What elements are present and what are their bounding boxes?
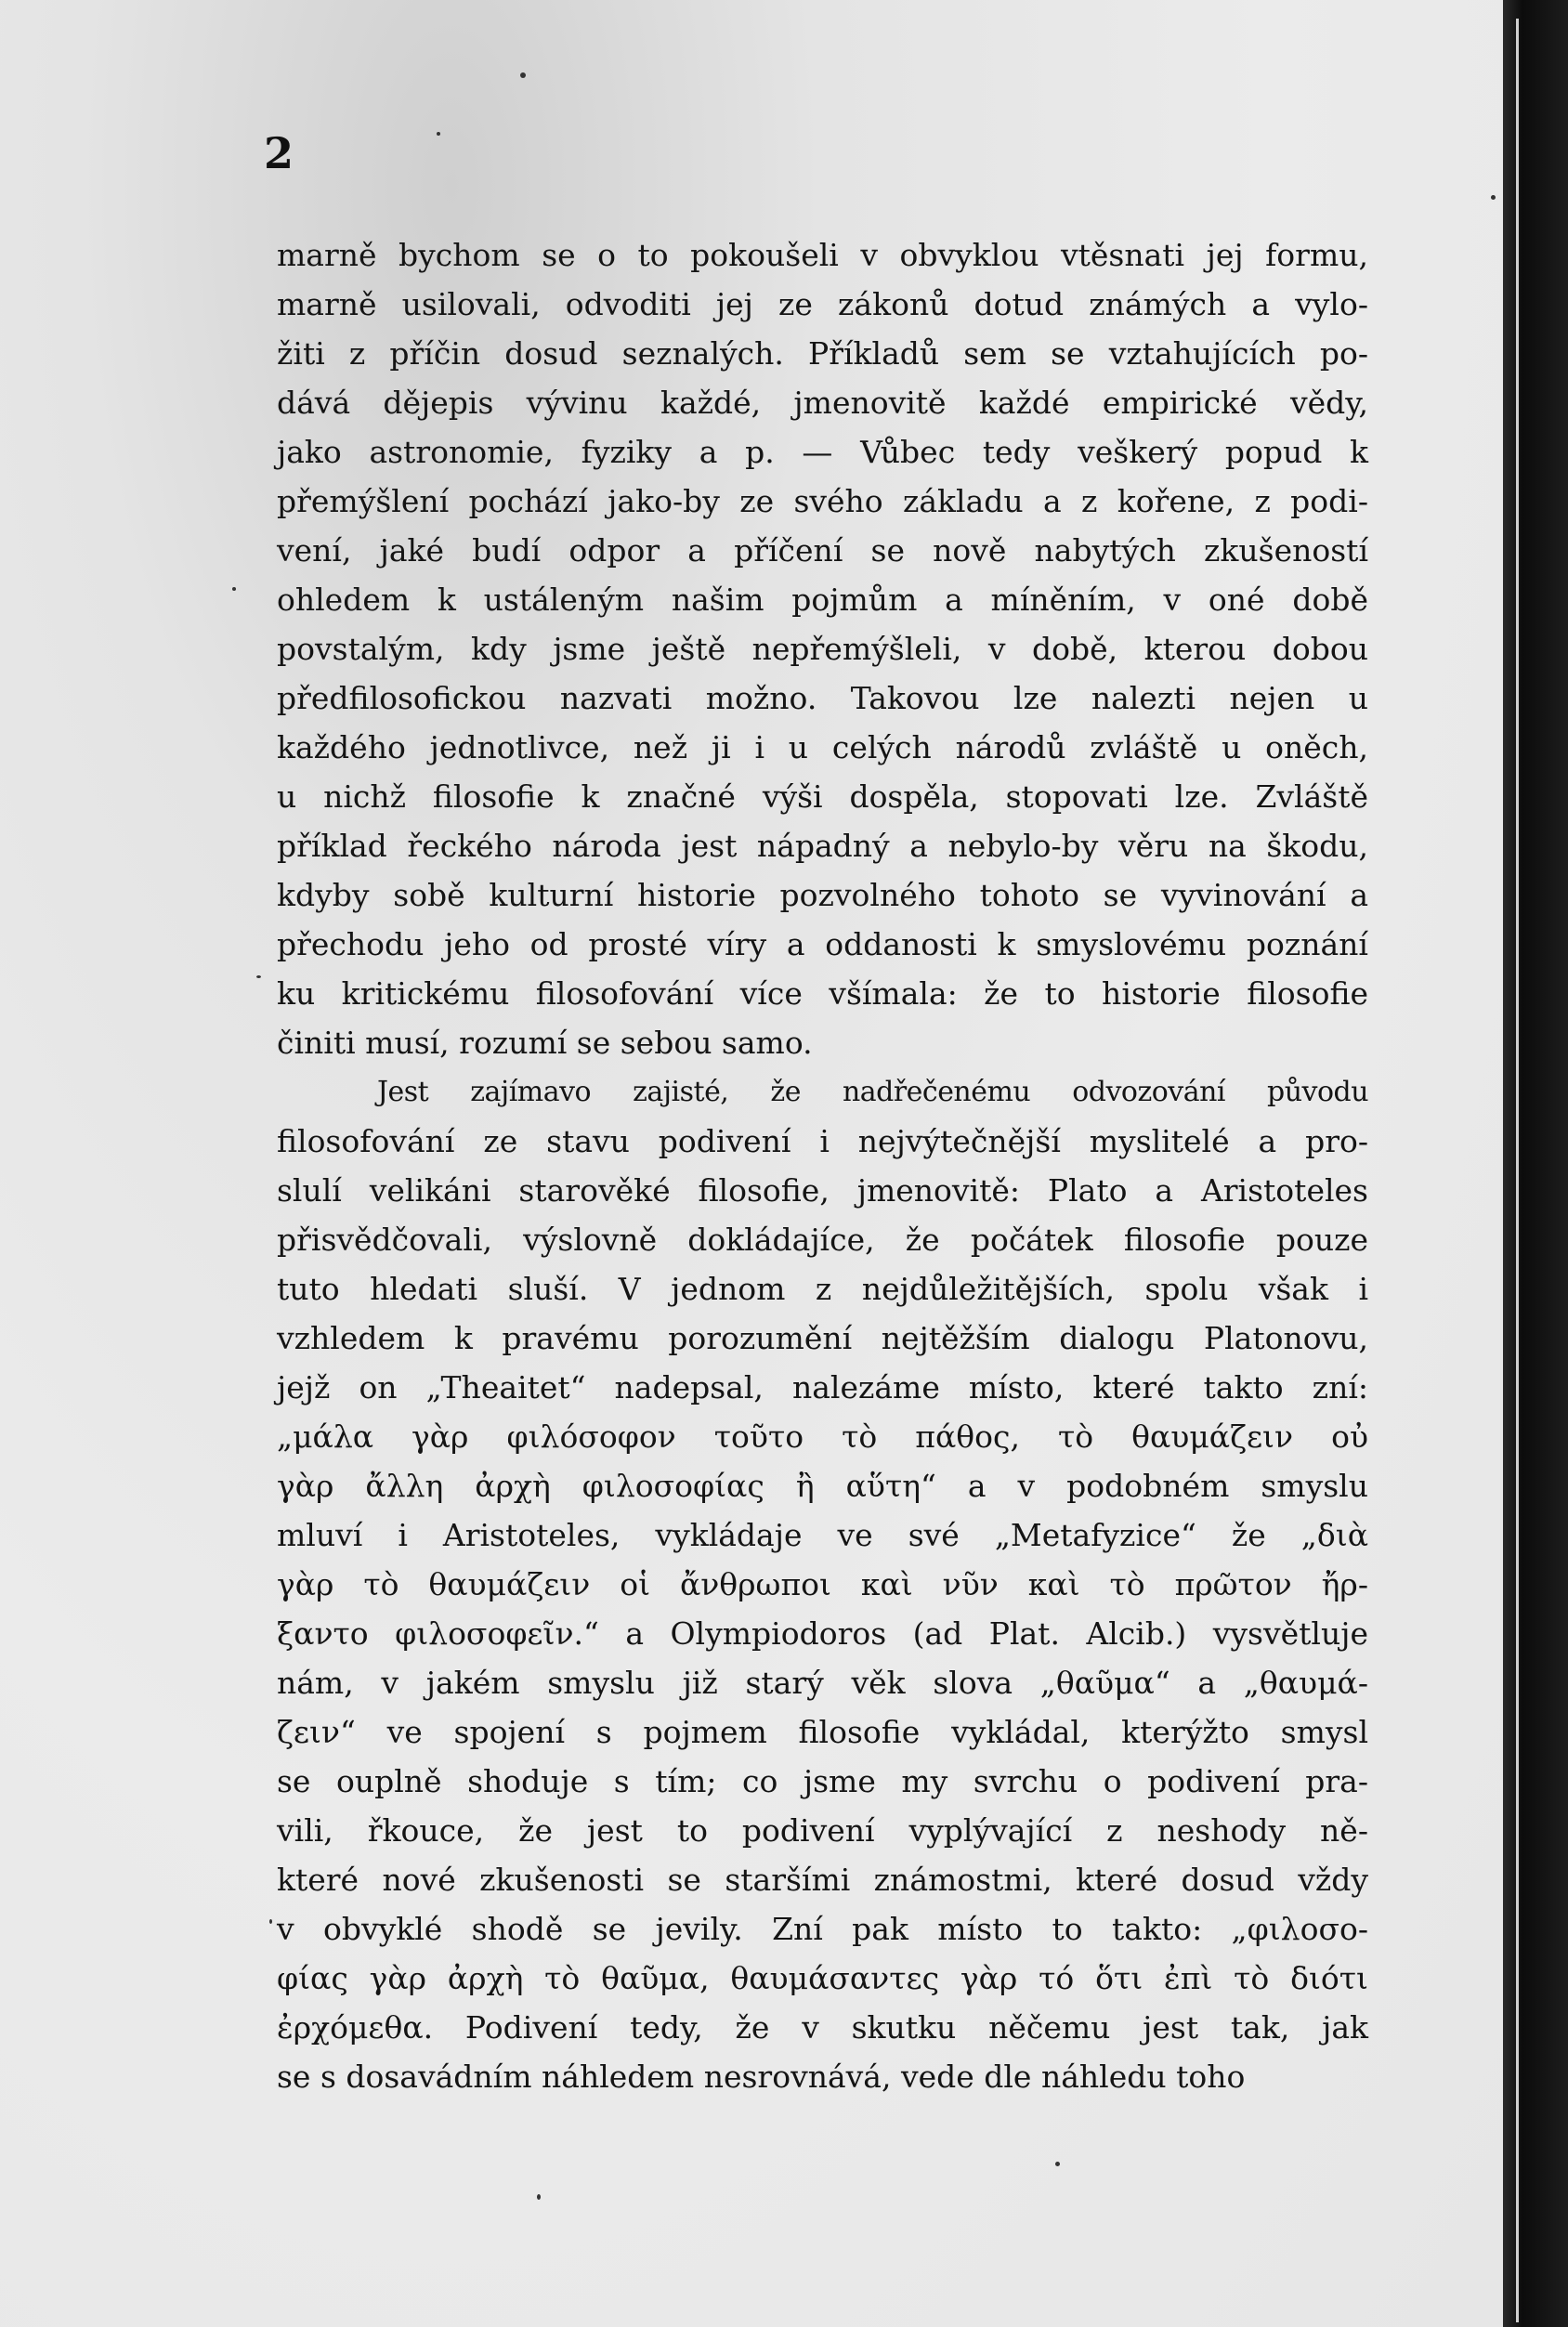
text-line: ohledem k ustáleným našim pojmům a míněním, v oné době (277, 582, 1368, 618)
text-line: nám, v jakém smyslu již starý věk slova „θαῦμα“ a „θαυμά- (277, 1665, 1368, 1701)
text-line: marně bychom se o to pokoušeli v obvyklou vtěsnati jej formu, (277, 237, 1368, 273)
text-line: φίας γὰρ ἀρχὴ τὸ θαῦμα, θαυμάσαντες γὰρ τό ὅτι ἐπὶ τὸ διότι (277, 1960, 1368, 1996)
text-line: ἐρχόμεθα. Podivení tedy, že v skutku něčemu jest tak, jak (277, 2009, 1368, 2046)
text-line: Jest zajímavo zajisté, že nadřečenému odvozování původu (377, 1076, 1368, 1108)
page-gutter-edge (1503, 0, 1568, 2327)
text-line: ku kritickému filosofování více všímala: že to historie filosofie (277, 975, 1368, 1012)
body-text (277, 230, 1368, 2101)
text-line: činiti musí, rozumí se sebou samo. (277, 1025, 813, 1061)
text-line: dává dějepis vývinu každé, jmenovitě každé empirické vědy, (277, 385, 1368, 421)
text-line: vili, řkouce, že jest to podivení vyplývající z neshody ně- (277, 1812, 1368, 1849)
paragraph-2 (277, 1067, 1368, 2101)
text-line: filosofování ze stavu podivení i nejvýtečnější myslitelé a pro- (277, 1123, 1368, 1159)
text-line: vzhledem k pravému porozumění nejtěžším dialogu Platonovu, (277, 1320, 1368, 1356)
text-line: povstalým, kdy jsme ještě nepřemýšleli, v době, kterou dobou (277, 631, 1368, 667)
text-line: každého jednotlivce, než ji i u celých národů zvláště u oněch, (277, 729, 1368, 765)
page-number: 2 (264, 128, 294, 178)
text-line: tuto hledati sluší. V jednom z nejdůležitějších, spolu však i (277, 1271, 1368, 1307)
text-line: „μάλα γὰρ φιλόσοφον τοῦτο τὸ πάθος, τὸ θαυμάζειν οὐ (277, 1418, 1368, 1455)
text-line: příklad řeckého národa jest nápadný a nebylo-by věru na škodu, (277, 828, 1368, 864)
text-line: žiti z příčin dosud seznalých. Příkladů sem se vztahujících po- (277, 335, 1368, 372)
text-line: jako astronomie, fyziky a p. — Vůbec tedy veškerý popud k (277, 434, 1368, 470)
text-line: se s dosavádním náhledem nesrovnává, vede dle náhledu toho (277, 2059, 1246, 2095)
page-edge-line (1516, 19, 1519, 2322)
text-line: v obvyklé shodě se jevily. Zní pak místo to takto: „φιλοσο- (277, 1911, 1368, 1947)
text-line: přemýšlení pochází jako-by ze svého základu a z kořene, z podi- (277, 483, 1368, 519)
text-line: přechodu jeho od prosté víry a oddanosti k smyslovému poznání (277, 926, 1368, 962)
text-line: γὰρ τὸ θαυμάζειν οἱ ἄνθρωποι καὶ νῦν καὶ τὸ πρῶτον ἤρ- (277, 1566, 1368, 1602)
text-line: kdyby sobě kulturní historie pozvolného tohoto se vyvinování a (277, 877, 1368, 913)
text-line: přisvědčovali, výslovně dokládajíce, že počátek filosofie pouze (277, 1222, 1368, 1258)
text-line: mluví i Aristoteles, vykládaje ve své „Metafyzice“ že „διὰ (277, 1517, 1368, 1553)
paragraph-1 (277, 230, 1368, 1067)
text-line: se ouplně shoduje s tím; co jsme my svrchu o podivení pra- (277, 1763, 1368, 1799)
text-line: u nichž filosofie k značné výši dospěla, stopovati lze. Zvláště (277, 778, 1368, 815)
text-line: marně usilovali, odvoditi jej ze zákonů dotud známých a vylo- (277, 286, 1368, 322)
text-line: vení, jaké budí odpor a příčení se nově nabytých zkušeností (277, 532, 1368, 569)
text-line: γὰρ ἄλλη ἀρχὴ φιλοσοφίας ἢ αὕτη“ a v podobném smyslu (277, 1468, 1368, 1504)
text-line: ξαντο φιλοσοφεῖν.“ a Olympiodoros (ad Plat. Alcib.) vysvětluje (277, 1615, 1368, 1652)
text-line: které nové zkušenosti se staršími známostmi, které dosud vždy (277, 1862, 1368, 1898)
text-line: ζειν“ ve spojení s pojmem filosofie vykládal, kterýžto smysl (277, 1714, 1368, 1750)
text-line: slulí velikáni starověké filosofie, jmenovitě: Plato a Aristoteles (277, 1172, 1368, 1209)
text-line: předfilosofickou nazvati možno. Takovou lze nalezti nejen u (277, 680, 1368, 716)
text-line: jejž on „Theaitet“ nadepsal, nalezáme místo, které takto zní: (277, 1369, 1368, 1405)
